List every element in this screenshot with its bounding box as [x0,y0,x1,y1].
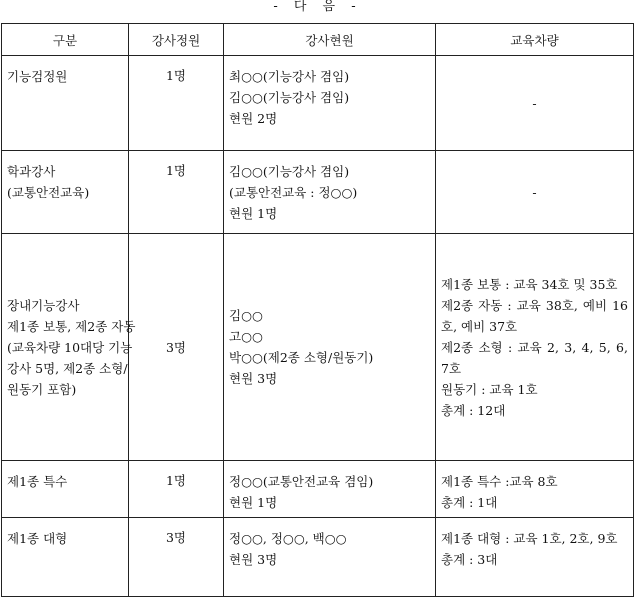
category-line: (교육차량 10대당 기능 [7,339,133,355]
header-quota: 강사정원 [129,24,224,56]
staff-line: 현원 3명 [229,371,278,386]
table-header-row [2,24,634,56]
vehicles-cell: - [436,151,634,234]
staff-line: (교통안전교육 : 정○○) [229,185,358,200]
quota-cell: 3명 [129,518,224,597]
staff-line: 현원 3명 [229,552,278,567]
category-line: 제1종 특수 [7,474,68,489]
vehicle-line: 총계 : 1대 [441,495,498,510]
staff-cell [224,234,436,461]
staff-cell [224,56,436,151]
category-cell [2,56,129,151]
staff-cell [224,461,436,518]
vehicle-line: 총계 : 3대 [441,552,498,567]
category-line: (교통안전교육) [7,185,90,200]
table-row [2,151,634,234]
staff-line: 고○○ [229,329,263,344]
category-line: 제1종 대형 [7,531,68,546]
quota-cell: 1명 [129,461,224,518]
category-line: 원동기 포함) [7,381,77,397]
staff-line: 김○○(기능강사 겸임) [229,90,350,105]
vehicle-line: 원동기 : 교육 1호 [441,381,538,397]
quota-cell: 1명 [129,56,224,151]
category-line: 학과강사 [7,164,56,179]
staff-cell [224,518,436,597]
vehicle-line: 제1종 보통 : 교육 34호 및 35호 [441,276,618,292]
table-row [2,234,634,461]
instructor-vehicle-table [1,23,634,597]
category-line: 강사 5명, 제2종 소형/ [7,360,128,376]
staff-line: 현원 1명 [229,495,278,510]
quota-cell: 1명 [129,151,224,234]
category-cell [2,518,129,597]
vehicles-cell [436,461,634,518]
category-cell [2,461,129,518]
staff-line: 김○○(기능강사 겸임) [229,164,350,179]
quota-cell: 3명 [129,234,224,461]
table-row [2,56,634,151]
page-title: - 다 음 - [273,0,362,14]
staff-line: 현원 1명 [229,206,278,221]
header-vehicles: 교육차량 [436,24,634,56]
staff-line: 정○○(교통안전교육 겸임) [229,474,374,489]
vehicles-cell [436,518,634,597]
staff-line: 정○○, 정○○, 백○○ [229,531,347,546]
header-category: 구분 [2,24,129,56]
vehicles-cell: - [436,56,634,151]
category-line: 장내기능강사 [7,297,80,313]
category-line: 기능검정원 [7,69,68,84]
staff-cell [224,151,436,234]
vehicle-line: 제2종 자동 : 교육 38호, 예비 16호, 예비 37호 [441,297,628,334]
staff-line: 현원 2명 [229,111,278,126]
vehicle-line: 제2종 소형 : 교육 2, 3, 4, 5, 6, 7호 [441,339,628,376]
category-cell [2,234,136,461]
vehicle-line: 제1종 특수 :교육 8호 [441,474,558,489]
header-staff: 강사현원 [224,24,436,56]
staff-line: 최○○(기능강사 겸임) [229,69,350,84]
vehicle-line: 제1종 대형 : 교육 1호, 2호, 9호 [441,531,618,546]
vehicle-line: 총계 : 12대 [441,402,506,418]
table-row [2,518,634,597]
category-cell [2,151,129,234]
staff-line: 김○○ [229,308,263,323]
staff-line: 박○○(제2종 소형/원동기) [229,350,374,365]
table-row [2,461,634,518]
vehicles-cell [436,234,634,461]
category-line: 제1종 보통, 제2종 자동 [7,318,136,334]
